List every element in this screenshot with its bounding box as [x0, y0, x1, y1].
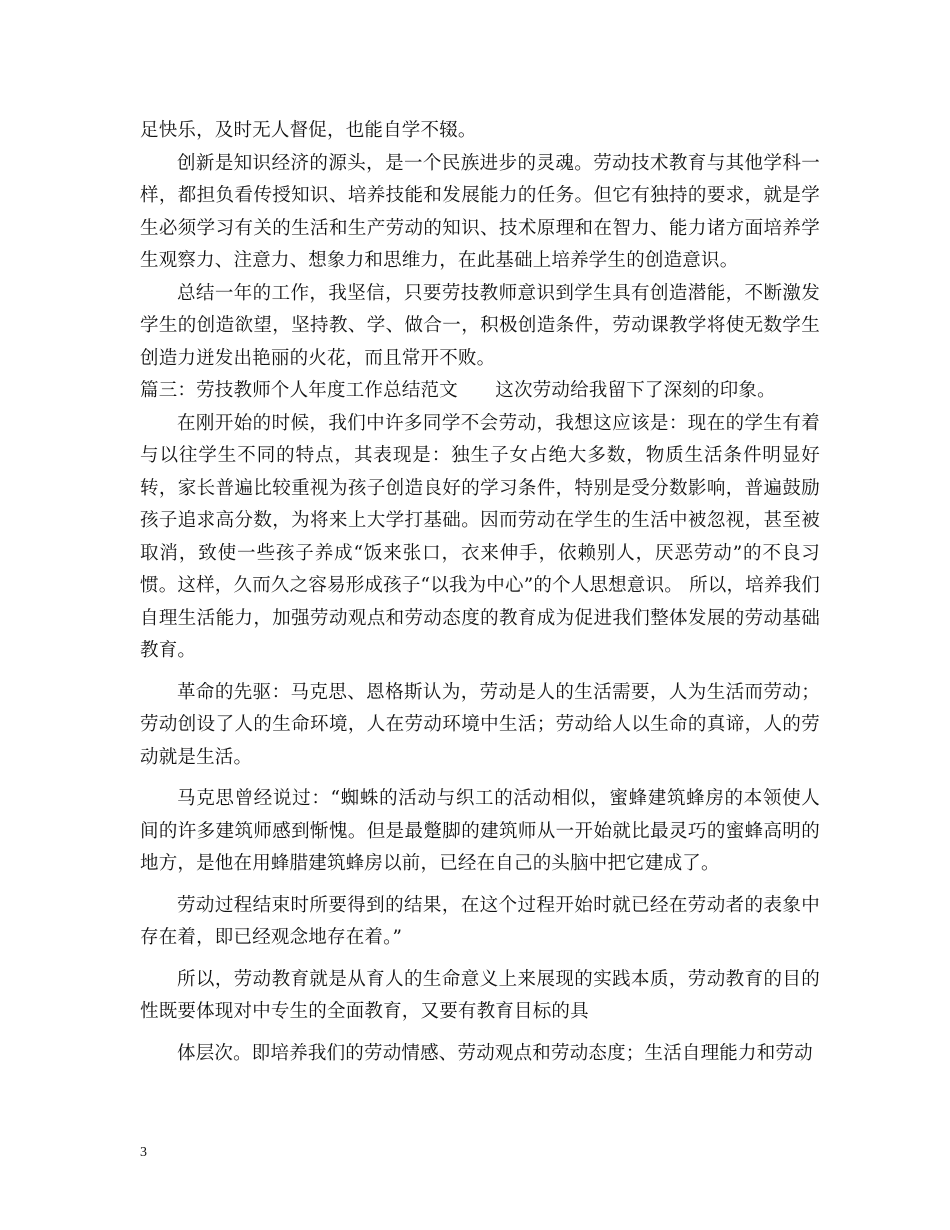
paragraph-9: 所以，劳动教育就是从育人的生命意义上来展现的实践本质，劳动教育的目的性既要体现对中专生的全面教育，又要有教育目标的具 [140, 968, 820, 1022]
body-text [140, 115, 820, 1070]
paragraph-10: 体层次。即培养我们的劳动情感、劳动观点和劳动态度；生活自理能力和劳动 [177, 1042, 813, 1064]
paragraph-3: 总结一年的工作，我坚信，只要劳技教师意识到学生具有创造潜能，不断激发学生的创造欲望，坚持教、学、做合一，积极创造条件，劳动课教学将使无数学生创造力迸发出艳丽的火花，而且常开不败。 [140, 282, 820, 369]
page-number: 3 [140, 1145, 147, 1160]
paragraph-7: 马克思曾经说过：“蜘蛛的活动与织工的活动相似，蜜蜂建筑蜂房的本领使人间的许多建筑师感到惭愧。但是最蹩脚的建筑师从一开始就比最灵巧的蜜蜂高明的地方，是他在用蜂腊建筑蜂房以前，已经在自己的头脑中把它建成了。 [140, 788, 820, 874]
paragraph-8: 劳动过程结束时所要得到的结果，在这个过程开始时就已经在劳动者的表象中存在着，即已经观念地存在着。” [140, 894, 820, 948]
paragraph-2: 创新是知识经济的源头，是一个民族进步的灵魂。劳动技术教育与其他学科一样，都担负看传授知识、培养技能和发展能力的任务。但它有独持的要求，就是学生必须学习有关的生活和生产劳动的知识、技术原理和在智力、能力诸方面培养学生观察力、注意力、想象力和思维力，在此基础上培养学生的创造意识。 [140, 152, 820, 271]
paragraph-1: 足快乐，及时无人督促，也能自学不辍。 [140, 120, 477, 141]
paragraph-6: 革命的先驱：马克思、恩格斯认为，劳动是人的生活需要，人为生活而劳动；劳动创设了人的生命环境，人在劳动环境中生活；劳动给人以生命的真谛，人的劳动就是生活。 [140, 681, 820, 768]
paragraph-5: 在刚开始的时候，我们中许多同学不会劳动，我想这应该是：现在的学生有着与以往学生不同的特点，其表现是：独生子女占绝大多数，物质生活条件明显好转，家长普遍比较重视为孩子创造良好的学习条件，特别是受分数影响，普遍鼓励孩子追求高分数，为将来上大学打基础。因而劳动在学生的生活中被忽视，甚至被取消，致使一些孩子养成“饭来张口，衣来伸手，依赖别人，厌恶劳动”的不良习惯。这样，久而久之容易形成孩子“以我为中心”的个人思想意识。 所以，培养我们自理生活能力，加强劳动观点和劳动态度的教育成为促进我们整体发展的劳动基础教育。 [140, 412, 820, 661]
section-heading: 篇三：劳技教师个人年度工作总结范文 这次劳动给我留下了深刻的印象。 [140, 380, 776, 401]
